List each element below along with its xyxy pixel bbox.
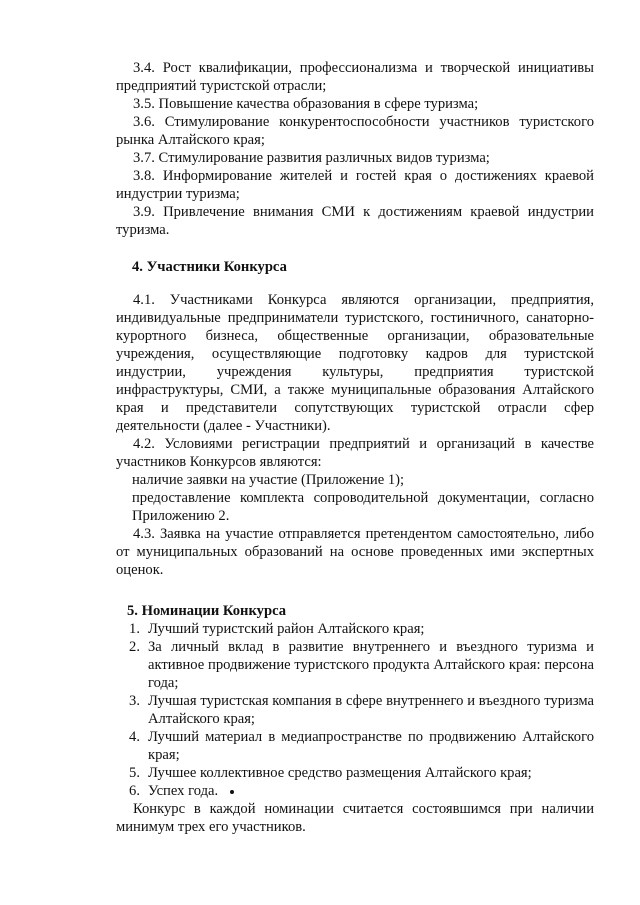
section-5-heading: 5. Номинации Конкурса bbox=[127, 603, 287, 619]
item-3-9: 3.9. Привлечение внимания СМИ к достижениям краевой индустрии туризма. bbox=[116, 204, 594, 238]
item-3-4: 3.4. Рост квалификации, профессионализма и творческой инициативы предприятий туристской отрасли; bbox=[116, 60, 594, 94]
section-3-list bbox=[116, 59, 594, 239]
stray-dot bbox=[230, 790, 234, 794]
item-3-8: 3.8. Информирование жителей и гостей края о достижениях краевой индустрии туризма; bbox=[116, 168, 594, 202]
section-4-body bbox=[116, 291, 594, 579]
list-item: 1. Лучший туристский район Алтайского края; bbox=[129, 621, 425, 637]
list-item: 4. Лучший материал в медиапространстве по продвижению Алтайского края; bbox=[129, 729, 594, 763]
list-item: 2. За личный вклад в развитие внутреннего и въездного туризма и активное продвижение туристского продукта Алтайского края: персона года; bbox=[129, 639, 594, 691]
condition-application: наличие заявки на участие (Приложение 1); bbox=[132, 472, 405, 488]
nominations-list bbox=[116, 620, 594, 800]
clause-4-3: 4.3. Заявка на участие отправляется претендентом самостоятельно, либо от муниципальных образований на основе проведенных ими экспертных оценок. bbox=[116, 526, 594, 578]
condition-documents: предоставление комплекта сопроводительной документации, согласно Приложению 2. bbox=[132, 490, 594, 524]
list-item: 5. Лучшее коллективное средство размещения Алтайского края; bbox=[129, 765, 532, 781]
item-3-6: 3.6. Стимулирование конкурентоспособности участников туристского рынка Алтайского края; bbox=[116, 114, 594, 148]
closing-paragraph: Конкурс в каждой номинации считается состоявшимся при наличии минимум трех его участников. bbox=[116, 801, 594, 835]
clause-4-1: 4.1. Участниками Конкурса являются организации, предприятия, индивидуальные предприниматели туристского, гостиничного, санаторно-курортного бизнеса, общественные организации, образовательные учреждения, осуществляющие подготовку кадров для туристской индустрии, учреждения культуры, предприятия туристской инфраструктуры, СМИ, а также муниципальные образования Алтайского края и представители сопутствующих туристской отрасли сфер деятельности (далее - Участники). bbox=[116, 292, 594, 434]
list-item: 6. Успех года. bbox=[118, 782, 594, 800]
item-3-5: 3.5. Повышение качества образования в сфере туризма; bbox=[133, 96, 479, 112]
section-4-heading: 4. Участники Конкурса bbox=[132, 259, 287, 275]
clause-4-2: 4.2. Условиями регистрации предприятий и организаций в качестве участников Конкурсов являются: bbox=[116, 436, 594, 470]
item-3-7: 3.7. Стимулирование развития различных видов туризма; bbox=[133, 150, 490, 166]
list-item: 3. Лучшая туристская компания в сфере внутреннего и въездного туризма Алтайского края; bbox=[129, 693, 594, 727]
